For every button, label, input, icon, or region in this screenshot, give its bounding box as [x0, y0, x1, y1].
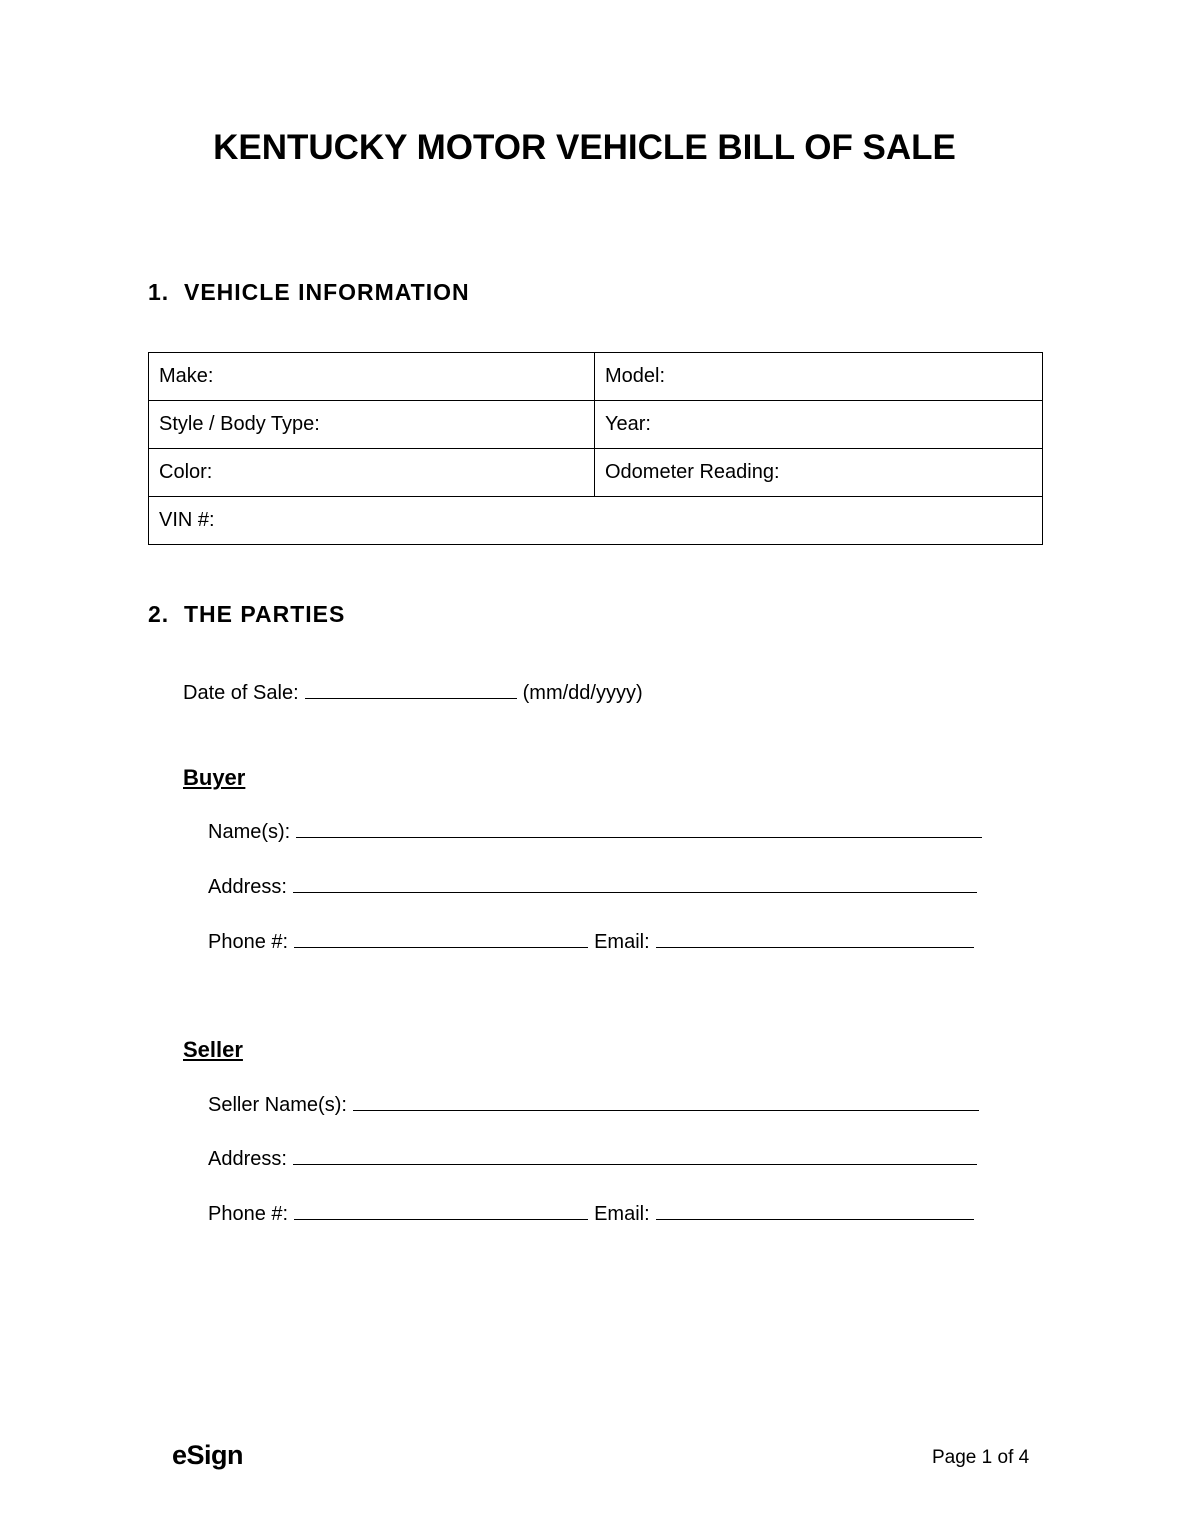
date-format-hint: (mm/dd/yyyy): [522, 682, 643, 704]
odometer-reading-cell[interactable]: Odometer Reading:: [595, 449, 1043, 497]
seller-phone-label: Phone #:: [208, 1203, 289, 1225]
table-row: [149, 353, 1043, 401]
buyer-name-field[interactable]: [296, 836, 982, 838]
buyer-address-row: [208, 876, 983, 899]
buyer-address-field[interactable]: [293, 891, 977, 893]
section-heading-vehicle-information: [148, 279, 470, 306]
buyer-phone-label: Phone #:: [208, 931, 289, 953]
model-cell[interactable]: Model:: [595, 353, 1043, 401]
seller-address-field[interactable]: [293, 1163, 977, 1165]
style-body-type-cell[interactable]: Style / Body Type:: [149, 401, 595, 449]
buyer-address-label: Address:: [208, 876, 287, 898]
date-of-sale-field[interactable]: [305, 697, 517, 699]
page-number: Page 1 of 4: [932, 1447, 1030, 1468]
date-of-sale-row: [183, 682, 643, 705]
make-cell[interactable]: Make:: [149, 353, 595, 401]
seller-phone-field[interactable]: [294, 1218, 588, 1220]
seller-email-label: Email:: [594, 1203, 650, 1225]
buyer-heading: Buyer: [183, 765, 246, 790]
section-title: VEHICLE INFORMATION: [184, 279, 470, 305]
buyer-contact-row: [208, 931, 980, 954]
vin-cell[interactable]: VIN #:: [149, 497, 1043, 545]
vehicle-information-table: [148, 352, 1043, 545]
buyer-name-row: [208, 821, 988, 844]
seller-contact-row: [208, 1203, 980, 1226]
section-heading-the-parties: [148, 601, 345, 628]
buyer-email-field[interactable]: [656, 946, 974, 948]
seller-name-field[interactable]: [353, 1109, 979, 1111]
section-number: 2.: [148, 601, 170, 627]
table-row: [149, 449, 1043, 497]
seller-heading: Seller: [183, 1037, 243, 1062]
buyer-name-label: Name(s):: [208, 821, 291, 843]
seller-address-row: [208, 1148, 983, 1171]
section-title: THE PARTIES: [184, 601, 346, 627]
table-row: [149, 401, 1043, 449]
document-title: KENTUCKY MOTOR VEHICLE BILL OF SALE: [213, 128, 956, 167]
seller-name-row: [208, 1094, 985, 1117]
seller-address-label: Address:: [208, 1148, 287, 1170]
buyer-phone-field[interactable]: [294, 946, 588, 948]
buyer-email-label: Email:: [594, 931, 650, 953]
seller-name-label: Seller Name(s):: [208, 1094, 347, 1116]
section-number: 1.: [148, 279, 170, 305]
table-row: [149, 497, 1043, 545]
year-cell[interactable]: Year:: [595, 401, 1043, 449]
seller-email-field[interactable]: [656, 1218, 974, 1220]
esign-logo: eSign: [172, 1440, 244, 1470]
color-cell[interactable]: Color:: [149, 449, 595, 497]
date-of-sale-label: Date of Sale:: [183, 682, 299, 704]
